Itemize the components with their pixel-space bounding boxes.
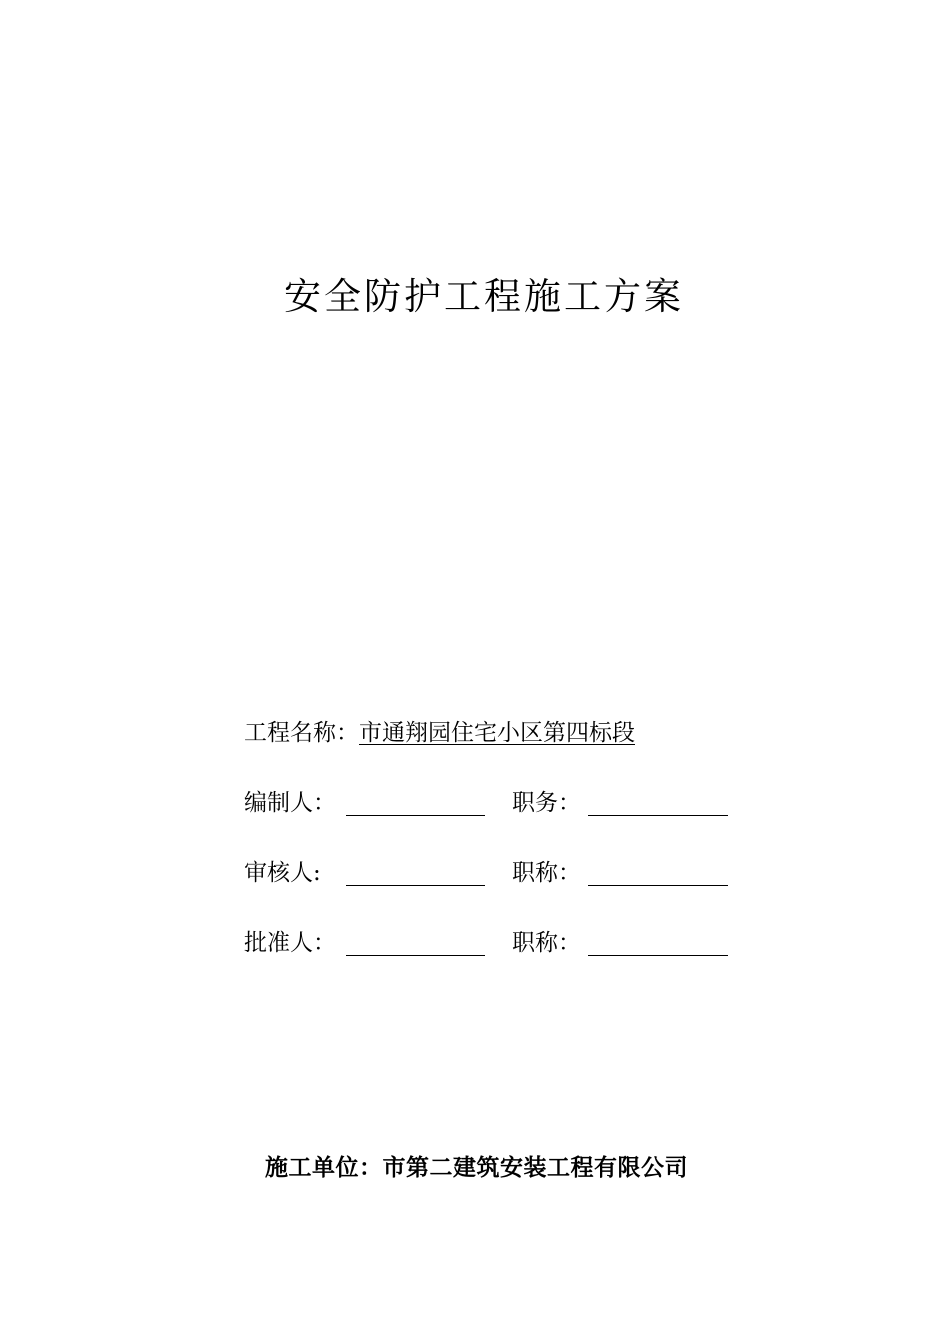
approver-row — [244, 928, 744, 962]
approver-title-blank-line — [588, 955, 728, 956]
reviewer-title-blank-line — [588, 885, 728, 886]
compiler-label: 编制人： — [244, 790, 336, 816]
document-title: 安全防护工程施工方案 — [284, 275, 684, 318]
project-name-label: 工程名称： — [244, 720, 359, 746]
compiler-position-blank-line — [588, 815, 728, 816]
approver-title-label: 职称： — [512, 930, 581, 956]
compiler-row — [244, 788, 744, 822]
compiler-blank-line — [346, 815, 485, 816]
approver-blank-line — [346, 955, 485, 956]
project-name-value: 市通翔园住宅小区第四标段 — [359, 720, 635, 746]
reviewer-row — [244, 858, 744, 892]
project-name-row — [244, 718, 635, 748]
reviewer-title-label: 职称： — [512, 860, 581, 886]
construction-unit: 施工单位：市第二建筑安装工程有限公司 — [265, 1154, 688, 1181]
reviewer-label: 审核人: — [244, 860, 321, 886]
approver-label: 批准人： — [244, 930, 336, 956]
compiler-position-label: 职务： — [512, 790, 581, 816]
reviewer-blank-line — [346, 885, 485, 886]
